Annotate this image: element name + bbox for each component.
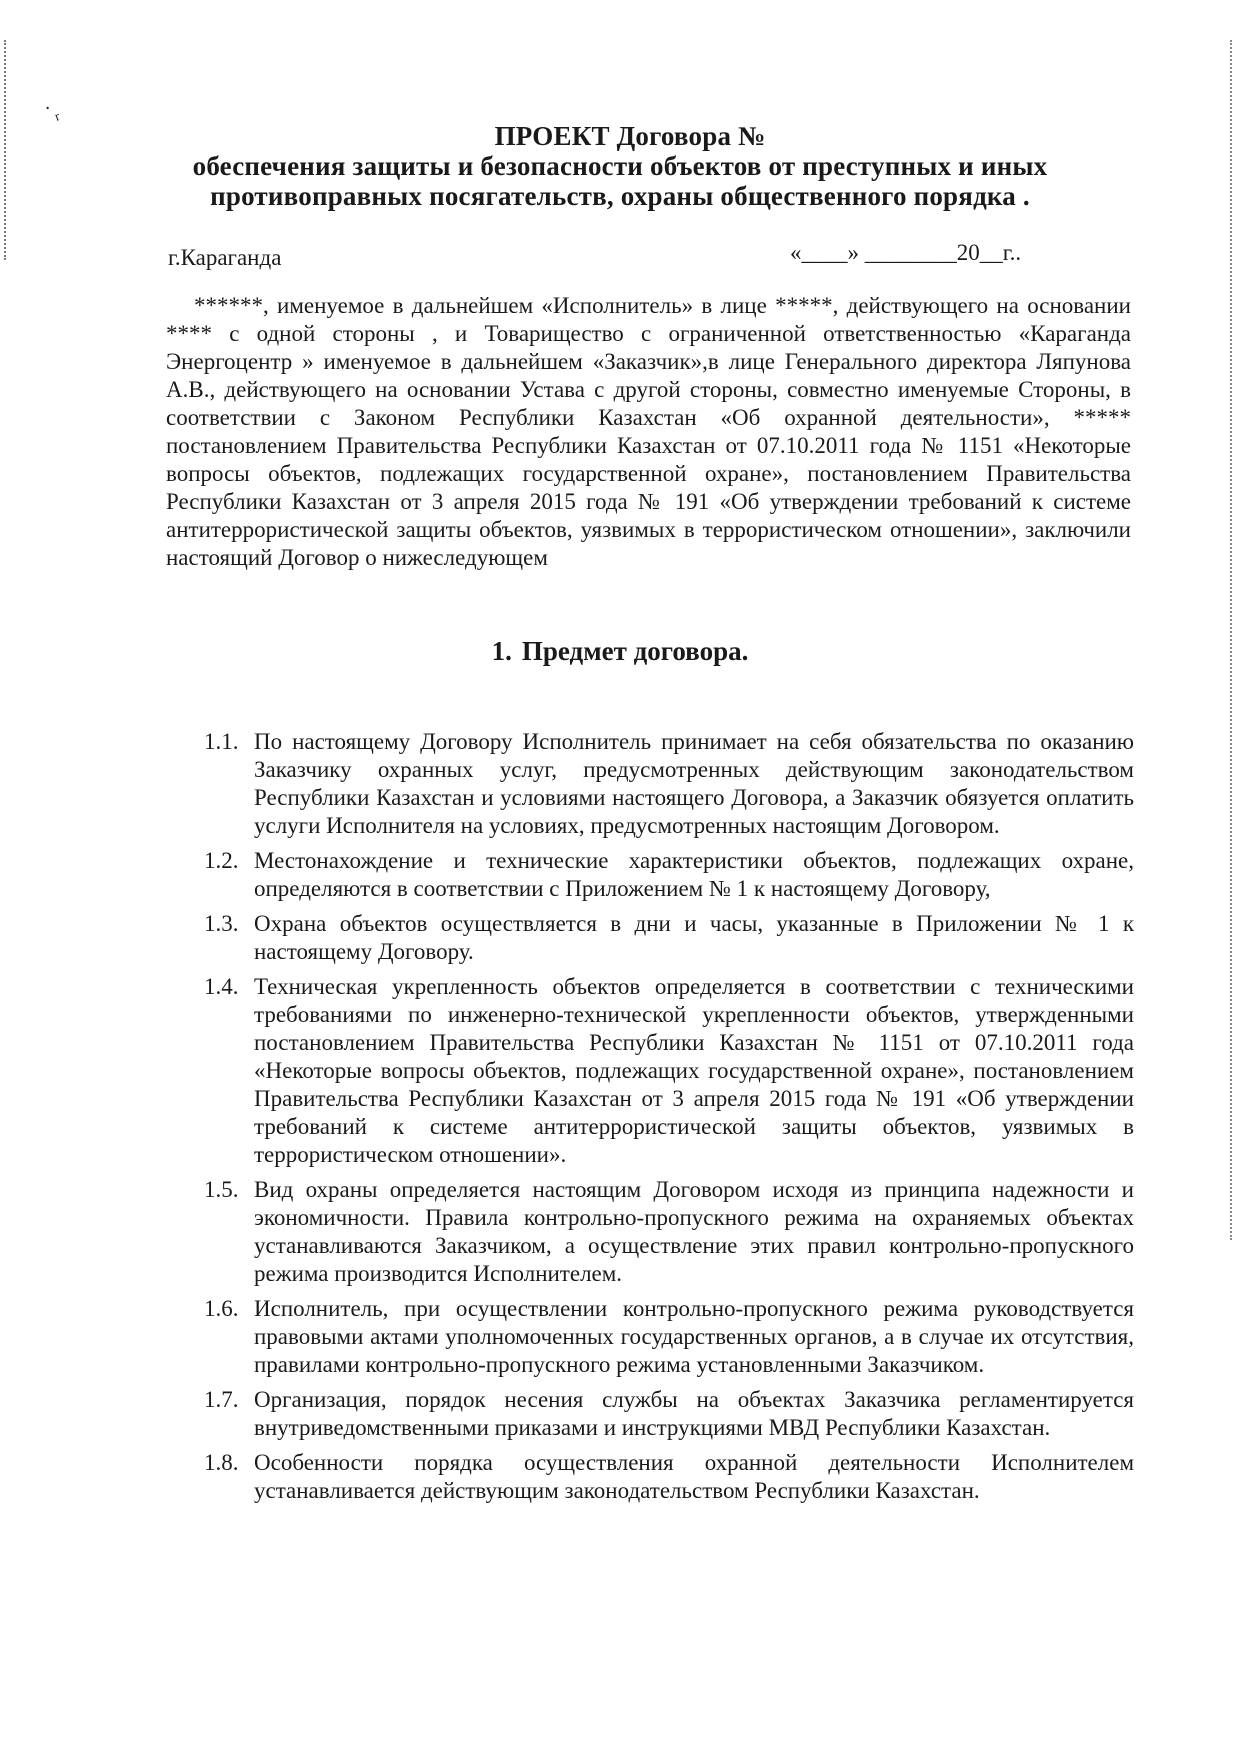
clause-item [204, 847, 1134, 903]
clause-item [204, 1386, 1134, 1442]
clause-text: По настоящему Договору Исполнитель принимает на себя обязательства по оказанию Заказчику охранных услуг, предусмотренных действующим законодательством Республики Казахстан и условиями настоящего Договора, а Заказчик обязуется оплатить услуги Исполнителя на условиях, предусмотренных настоящим Договором. [254, 729, 1134, 838]
clause-text: Техническая укрепленность объектов определяется в соответствии с техническими требованиями по инженерно-технической укрепленности объектов, утвержденными постановлением Правительства Республики Казахстан № 1151 от 07.10.2011 года «Некоторые вопросы объектов, подлежащих государственной охране», постановлением Правительства Республики Казахстан от 3 апреля 2015 года № 191 «Об утверждении требований к системе антитеррористической защиты объектов, уязвимых в террористическом отношении». [254, 974, 1134, 1167]
clause-number: 1.6. [204, 1296, 239, 1321]
clause-number: 1.2. [204, 848, 239, 873]
clause-item [204, 1449, 1134, 1505]
section-heading [0, 636, 1240, 667]
clause-item [204, 973, 1134, 1169]
section-number: 1. [491, 636, 512, 666]
clause-text: Исполнитель, при осуществлении контрольно-пропускного режима руководствуется правовыми актами уполномоченных государственных органов, а в случае их отсутствия, правилами контрольно-пропускного режима установленными Заказчиком. [254, 1296, 1134, 1377]
clause-number: 1.7. [204, 1387, 239, 1412]
document-subtitle-line-1: обеспечения защиты и безопасности объектов от преступных и иных [192, 151, 1048, 181]
clause-item [204, 728, 1134, 840]
date-placeholder: «____» ________20__г.. [790, 240, 1022, 265]
clause-number: 1.5. [204, 1177, 239, 1202]
clause-item [204, 1176, 1134, 1288]
clause-item [204, 910, 1134, 966]
clause-text: Особенности порядка осуществления охранной деятельности Исполнителем устанавливается действующим законодательством Республики Казахстан. [254, 1450, 1134, 1503]
clause-text: Организация, порядок несения службы на объектах Заказчика регламентируется внутриведомственными приказами и инструкциями МВД Республики Казахстан. [254, 1387, 1134, 1440]
clause-number: 1.8. [204, 1450, 239, 1475]
document-title: ПРОЕКТ Договора № [494, 121, 766, 151]
clause-text: Местонахождение и технические характеристики объектов, подлежащих охране, определяются в соответствии с Приложением № 1 к настоящему Договору, [254, 848, 1134, 901]
scan-speck-mark: ˙ᵣ [41, 98, 63, 127]
clause-text: Охрана объектов осуществляется в дни и часы, указанные в Приложении № 1 к настоящему Договору. [254, 911, 1134, 964]
city-label: г.Караганда [168, 245, 282, 270]
clause-number: 1.4. [204, 974, 239, 999]
clause-item [204, 1295, 1134, 1379]
clause-list [204, 728, 1134, 1512]
document-subtitle-line-2: противоправных посягательств, охраны общественного порядка . [210, 181, 1030, 211]
clause-number: 1.1. [204, 729, 239, 754]
section-title-text: Предмет договора. [521, 636, 749, 666]
preamble-paragraph: ******, именуемое в дальнейшем «Исполнитель» в лице *****, действующего на основании **** с одной стороны , и Товарищество с ограниченной ответственностью «Караганда Энергоцентр » именуемое в дальнейшем «Заказчик»,в лице Генерального директора Ляпунова А.В., действующего на основании Устава с другой стороны, совместно именуемые Стороны, в соответствии с Законом Республики Казахстан «Об охранной деятельности», ***** постановлением Правительства Республики Казахстан от 07.10.2011 года № 1151 «Некоторые вопросы объектов, подлежащих государственной охране», постановлением Правительства Республики Казахстан от 3 апреля 2015 года № 191 «Об утверждении требований к системе антитеррористической защиты объектов, уязвимых в террористическом отношении», заключили настоящий Договор о нижеследующем [166, 293, 1131, 570]
clause-number: 1.3. [204, 911, 239, 936]
clause-text: Вид охраны определяется настоящим Договором исходя из принципа надежности и экономичности. Правила контрольно-пропускного режима на охраняемых объектах устанавливаются Заказчиком, а осуществление этих правил контрольно-пропускного режима производится Исполнителем. [254, 1177, 1134, 1286]
